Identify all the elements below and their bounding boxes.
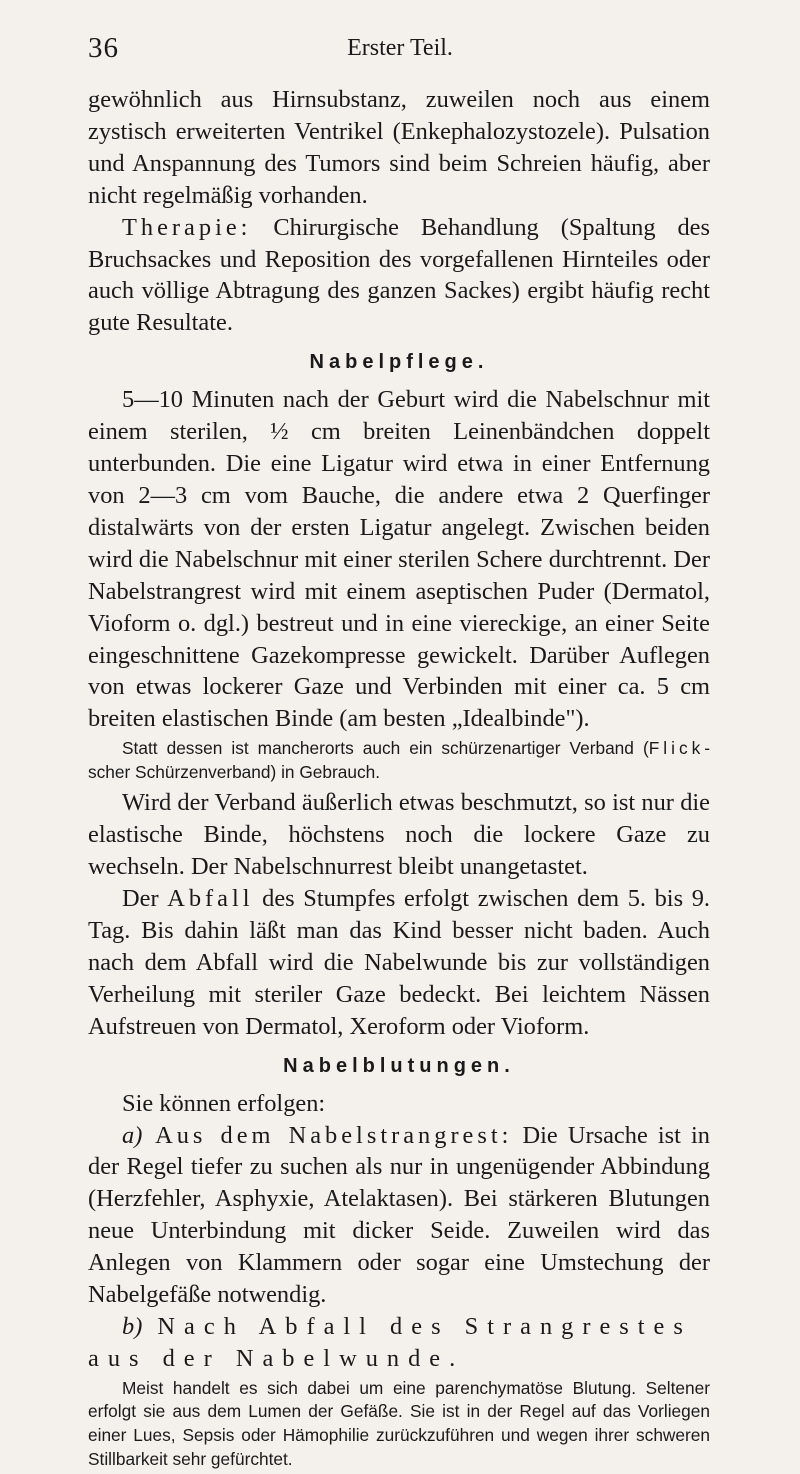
paragraph-abfall: [88, 883, 710, 1043]
paragraph-item-b: [88, 1311, 710, 1375]
note-text-a: Statt dessen ist mancherorts auch ein schürzenartiger Verband (: [122, 738, 649, 759]
note-name-flick: Flick: [648, 738, 705, 759]
note-text-c: scher Schürzenverband) in Gebrauch.: [88, 761, 381, 782]
item-b-lead: Nach Abfall des Strangrestes aus der Nabelwunde.: [88, 1313, 692, 1372]
section-heading-nabelpflege: Nabelpflege.: [309, 351, 489, 374]
abfall-a: Der: [122, 885, 168, 913]
page-number: 36: [88, 32, 119, 64]
note-schuerzenverband: Statt dessen ist mancherorts auch ein schürzenartiger Verband (Flick-scher Schürzenverband) in Gebrauch.: [88, 738, 710, 782]
item-a-lead: Aus dem Nabelstrangrest:: [142, 1121, 513, 1149]
paragraph-nabelpflege: 5—10 Minuten nach der Geburt wird die Nabelschnur mit einem sterilen, ½ cm breiten Leinenbändchen doppelt unterbunden. Die eine Ligatur wird etwa in einer Entfernung von 2—3 cm vom Bauche, die andere etwa 2 Querfinger distalwärts von der ersten Ligatur angelegt. Zwischen beiden wird die Nabelschnur mit einer sterilen Schere durchtrennt. Der Nabelstrangrest wird mit einem aseptischen Puder (Dermatol, Vioform o. dgl.) bestreut und in eine viereckige, an einer Seite eingeschnittene Gazekompresse gewickelt. Darüber Auflegen von etwas lockerer Gaze und Verbinden mit einer ca. 5 cm breiten elastischen Binde (am besten „Idealbinde").: [88, 386, 710, 733]
abfall-c: des Stumpfes erfolgt zwischen dem 5. bis 9. Tag. Bis dahin läßt man das Kind besser nicht baden. Auch nach dem Abfall wird die Nabelwunde bis zur vollständigen Verheilung mit steriler Gaze bedeckt. Bei leichtem Nässen Aufstreuen von Dermatol, Xeroform oder Vioform.: [88, 885, 710, 1040]
item-b-label: b): [122, 1313, 143, 1340]
note-blutung: Meist handelt es sich dabei um eine parenchymatöse Blutung. Seltener erfolgt sie aus dem Lumen der Gefäße. Sie ist in der Regel auf das Vorliegen einer Lues, Sepsis oder Hämophilie zurückzuführen und wegen ihrer schweren Stillbarkeit sehr gefürchtet.: [88, 1377, 710, 1469]
therapie-text: Chirurgische Behandlung (Spaltung des Bruchsackes und Reposition des vorgefallenen Hirnteiles oder auch völlige Abtragung des ganzen Sackes) ergibt häufig recht gute Resultate.: [88, 213, 710, 337]
running-title: Erster Teil.: [347, 35, 453, 61]
section-heading-nabelblutungen: Nabelblutungen.: [283, 1054, 515, 1077]
item-a-text: Die Ursache ist in der Regel tiefer zu suchen als nur in ungenügender Abbindung (Herzfehler, Asphyxie, Atelaktasen). Bei stärkeren Blutungen neue Unterbindung mit dicker Seide. Zuweilen wird das Anlegen von Klammern oder sogar eine Umstechung der Nabelgefäße notwendig.: [88, 1121, 710, 1309]
paragraph-therapie: [88, 212, 710, 340]
page-header: [88, 26, 712, 66]
body-text: [88, 84, 710, 1474]
therapie-lead: Therapie:: [122, 213, 252, 241]
paragraph-intro: gewöhnlich aus Hirnsubstanz, zuweilen noch aus einem zystisch erweiterten Ventrikel (Enkephalozystozele). Pulsation und Anspannung des Tumors sind beim Schreien häufig, aber nicht regelmäßig vorhanden.: [88, 86, 710, 209]
item-a-label: a): [122, 1121, 143, 1149]
abfall-term: Abfall: [167, 885, 254, 913]
paragraph-erfolgen: Sie können erfolgen:: [122, 1089, 326, 1117]
paragraph-item-a: [88, 1120, 710, 1311]
paragraph-verband: Wird der Verband äußerlich etwas beschmutzt, so ist nur die elastische Binde, höchstens noch die lockere Gaze zu wechseln. Der Nabelschnurrest bleibt unangetastet.: [88, 789, 710, 881]
